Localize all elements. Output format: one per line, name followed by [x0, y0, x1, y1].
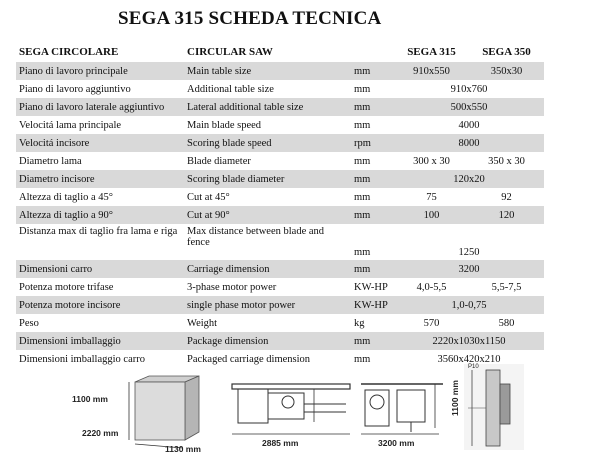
- header-en: CIRCULAR SAW: [187, 45, 273, 58]
- spec-value-sega-350: 120: [469, 206, 544, 224]
- spec-value-shared: 1250: [458, 247, 480, 258]
- spec-label-en: Blade diameter: [187, 155, 251, 167]
- spec-unit: mm: [342, 206, 394, 224]
- spec-unit: mm: [354, 191, 371, 203]
- spec-value-sega-315: 100: [394, 206, 469, 224]
- spec-label-en: 3-phase motor power: [187, 281, 277, 293]
- spec-unit: mm: [342, 62, 394, 80]
- box-height-label: 1100 mm: [72, 394, 108, 404]
- spec-row: [16, 98, 544, 116]
- spec-value-sega-315: 910x550: [394, 62, 469, 80]
- spec-label-en: Main table size: [184, 62, 342, 80]
- spec-value-shared: 3200: [394, 260, 544, 278]
- spec-row: [16, 296, 544, 314]
- spec-label-en: Cut at 45°: [187, 191, 230, 203]
- spec-label-it: Piano di lavoro aggiuntivo: [19, 83, 131, 95]
- spec-unit: mm: [342, 260, 394, 278]
- spec-label-en: Carriage dimension: [184, 260, 342, 278]
- spec-label-en: Scoring blade speed: [184, 134, 342, 152]
- spec-row: [16, 224, 544, 260]
- spec-row: [16, 62, 544, 80]
- spec-value-shared: 910x760: [450, 83, 488, 95]
- spec-label-it: Dimensioni imballaggio: [16, 332, 184, 350]
- spec-row: [16, 80, 544, 98]
- header-model-b: SEGA 350: [482, 45, 531, 58]
- spec-label-it: Dimensioni carro: [16, 260, 184, 278]
- technical-drawings: [0, 360, 600, 454]
- spec-row: [16, 170, 544, 188]
- page-title: SEGA 315 SCHEDA TECNICA: [118, 8, 382, 29]
- spec-label-it: Peso: [19, 317, 39, 329]
- spec-unit: mm: [354, 155, 371, 167]
- spec-value-sega-350: 5,5-7,5: [491, 281, 522, 293]
- spec-label-en: Weight: [187, 317, 218, 329]
- spec-value-shared: 2220x1030x1150: [394, 332, 544, 350]
- spec-table-body: [16, 42, 544, 368]
- spec-value-sega-350: 350x30: [469, 62, 544, 80]
- spec-unit: mm: [354, 119, 371, 131]
- spec-unit: KW-HP: [342, 296, 394, 314]
- spec-label-it: Distanza max di taglio fra lama e riga: [19, 226, 178, 237]
- spec-value-sega-315: 570: [423, 317, 440, 329]
- spec-table: [16, 42, 544, 368]
- spec-label-it: Velocitá incisore: [16, 134, 184, 152]
- top-view-length-label: 2885 mm: [262, 438, 299, 448]
- spec-unit: mm: [342, 332, 394, 350]
- spec-value-sega-315: 4,0-5,5: [416, 281, 447, 293]
- header-unit: [342, 42, 394, 62]
- spec-label-en: Max distance between blade and fence: [187, 226, 325, 248]
- saw-side-view-drawing: [355, 376, 447, 438]
- spec-label-en: Packaged carriage dimension: [187, 353, 311, 365]
- header-model-a: SEGA 315: [407, 45, 456, 58]
- package-box-drawing: [125, 374, 220, 450]
- detail-label: P10: [468, 364, 479, 370]
- box-length-label: 2220 mm: [82, 428, 119, 438]
- spec-value-shared: 4000: [458, 119, 480, 131]
- spec-label-it: Diametro lama: [19, 155, 82, 167]
- header-it: SEGA CIRCOLARE: [19, 45, 119, 58]
- spec-row: [16, 314, 544, 332]
- spec-row: [16, 152, 544, 170]
- spec-label-it: Dimensioni imballaggio carro: [19, 353, 145, 365]
- spec-label-en: Lateral additional table size: [184, 98, 342, 116]
- spec-value-shared: 3560x420x210: [437, 353, 501, 365]
- spec-unit: mm: [342, 170, 394, 188]
- detail-section-drawing: [464, 364, 524, 450]
- spec-value-shared: 1,0-0,75: [394, 296, 544, 314]
- spec-label-it: Altezza di taglio a 90°: [16, 206, 184, 224]
- spec-label-en: Main blade speed: [187, 119, 262, 131]
- spec-row: [16, 260, 544, 278]
- spec-row: [16, 206, 544, 224]
- spec-unit: mm: [354, 247, 371, 258]
- spec-unit: mm: [354, 83, 371, 95]
- spec-value-sega-350: 580: [498, 317, 515, 329]
- spec-label-en: single phase motor power: [184, 296, 342, 314]
- spec-label-en: Cut at 90°: [184, 206, 342, 224]
- spec-label-it: Piano di lavoro laterale aggiuntivo: [16, 98, 184, 116]
- spec-label-it: Piano di lavoro principale: [16, 62, 184, 80]
- spec-value-sega-350: 350 x 30: [488, 155, 525, 167]
- saw-top-view-drawing: [228, 376, 353, 438]
- spec-value-shared: 8000: [394, 134, 544, 152]
- spec-value-sega-315: 75: [426, 191, 437, 203]
- spec-label-it: Altezza di taglio a 45°: [19, 191, 113, 203]
- side-view-length-label: 3200 mm: [378, 438, 415, 448]
- box-width-label: 1130 mm: [165, 444, 201, 454]
- spec-label-en: Additional table size: [187, 83, 274, 95]
- spec-label-en: Package dimension: [184, 332, 342, 350]
- spec-row: [16, 188, 544, 206]
- spec-unit: mm: [354, 353, 371, 365]
- spec-value-shared: 120x20: [394, 170, 544, 188]
- spec-unit: rpm: [342, 134, 394, 152]
- spec-label-it: Potenza motore incisore: [16, 296, 184, 314]
- spec-label-it: Velocitá lama principale: [19, 119, 122, 131]
- spec-unit: kg: [354, 317, 365, 329]
- spec-row: [16, 134, 544, 152]
- spec-unit: mm: [342, 98, 394, 116]
- spec-value-sega-350: 92: [501, 191, 512, 203]
- side-view-height-label: 1100 mm: [450, 380, 460, 416]
- spec-value-shared: 500x550: [394, 98, 544, 116]
- spec-value-sega-315: 300 x 30: [413, 155, 450, 167]
- spec-row: [16, 332, 544, 350]
- spec-row: [16, 116, 544, 134]
- spec-label-it: Potenza motore trifase: [19, 281, 114, 293]
- spec-label-en: Scoring blade diameter: [184, 170, 342, 188]
- spec-unit: KW-HP: [354, 281, 388, 293]
- spec-row: [16, 278, 544, 296]
- spec-header-row: [16, 42, 544, 62]
- spec-label-it: Diametro incisore: [16, 170, 184, 188]
